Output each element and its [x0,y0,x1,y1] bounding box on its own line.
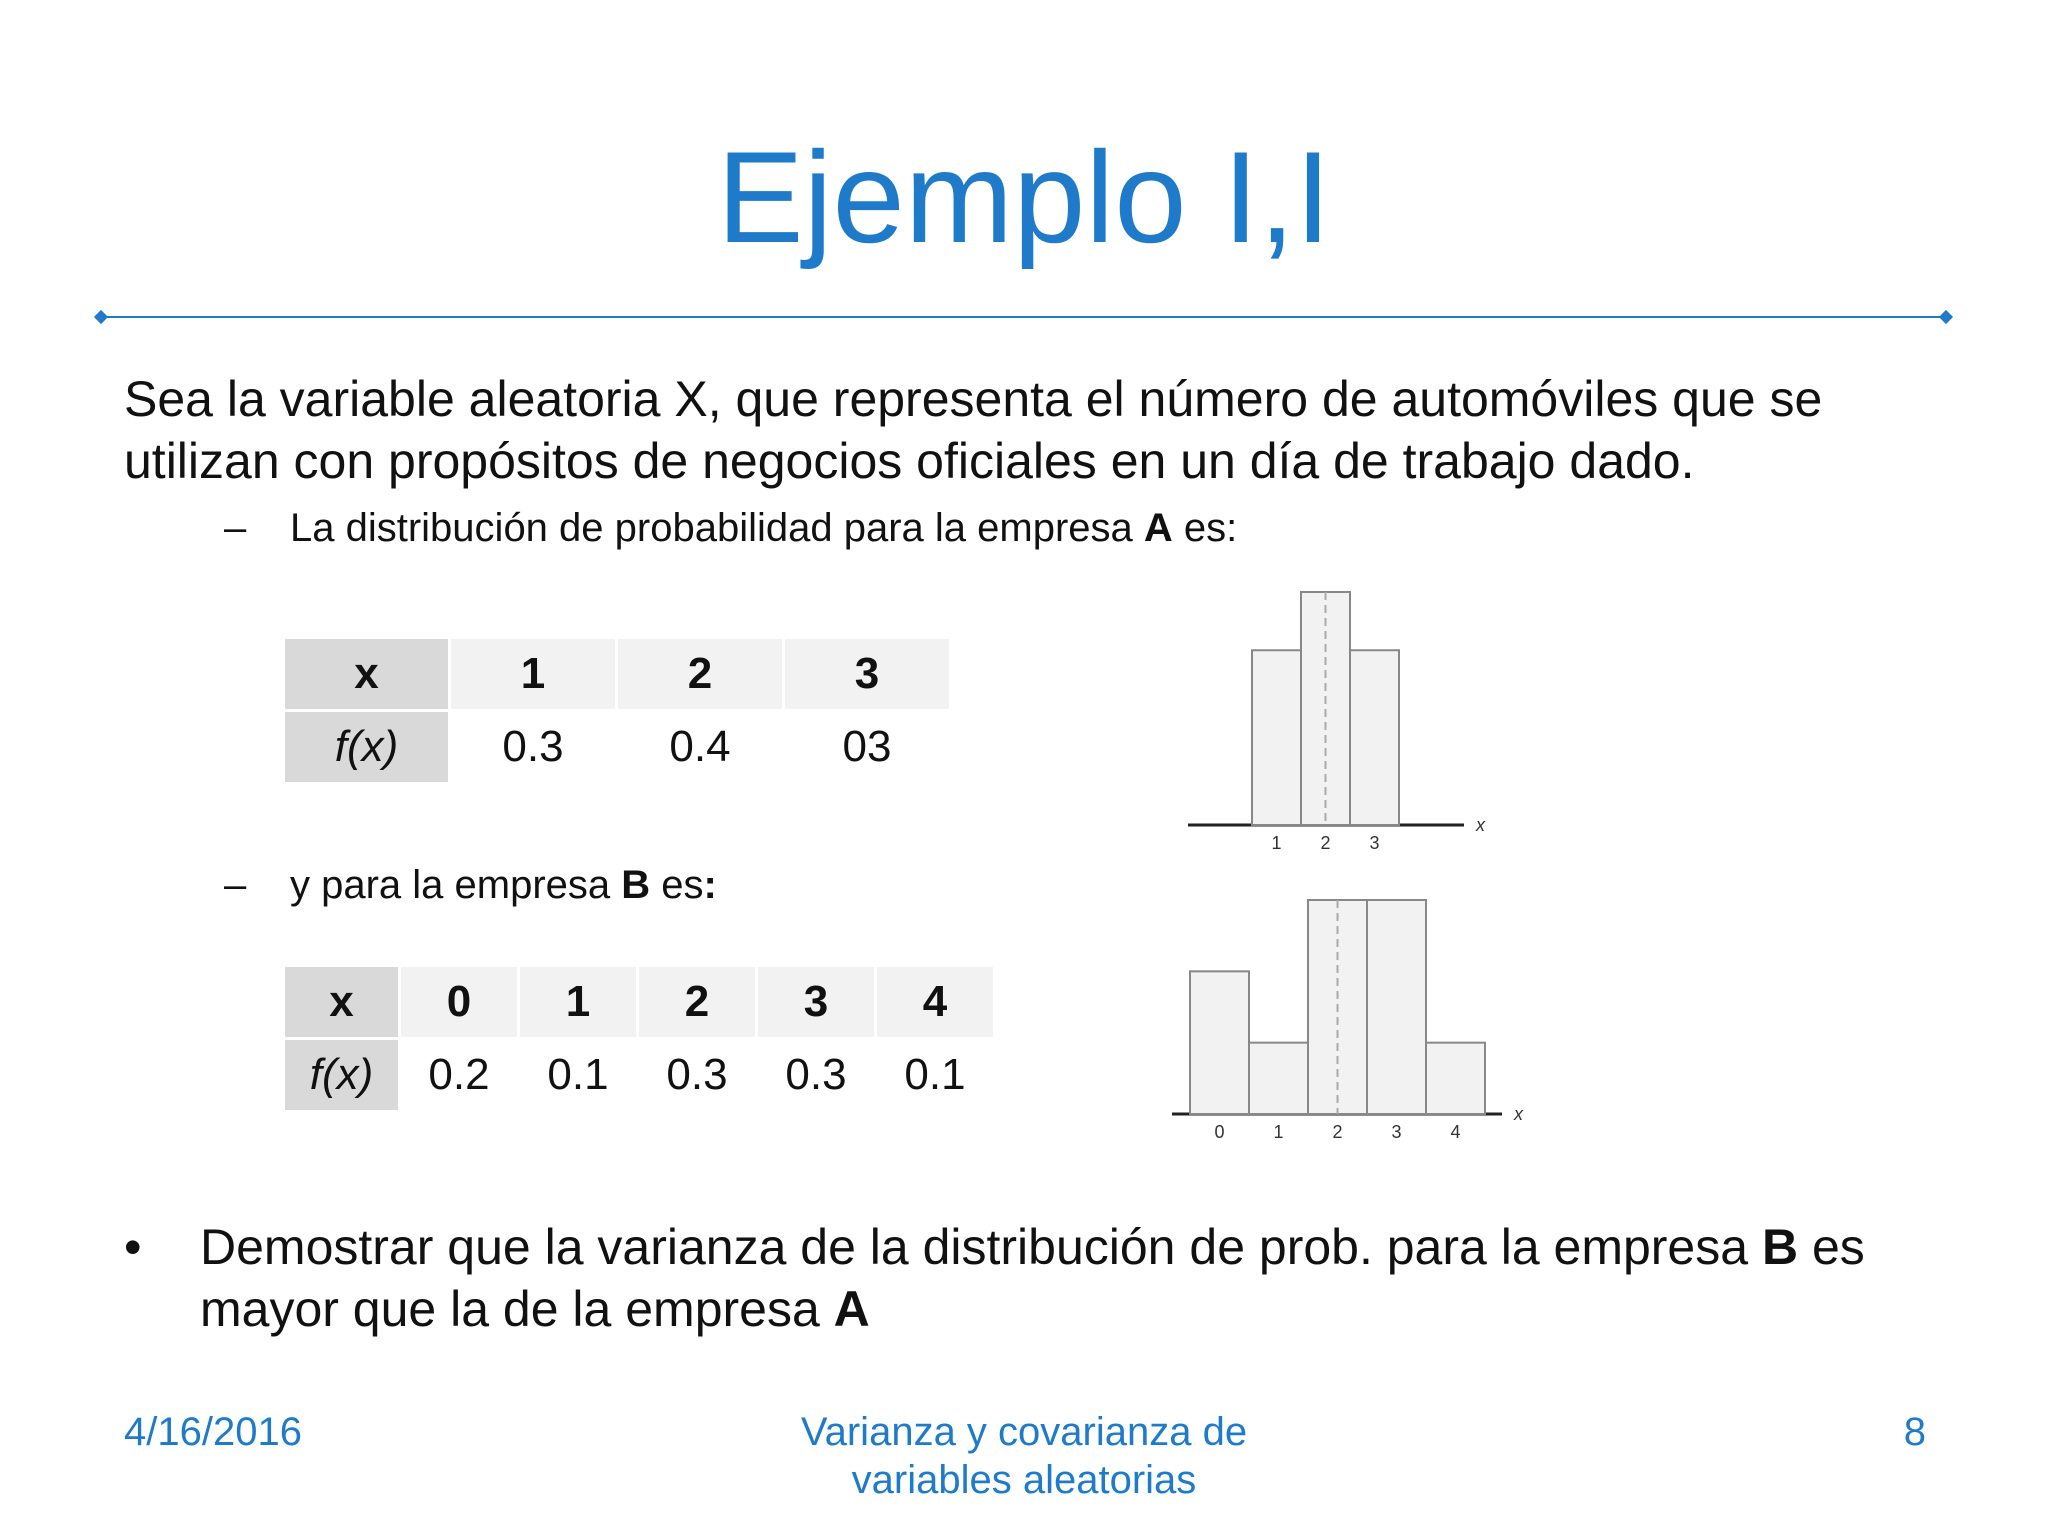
tick-label: 1 [1271,833,1282,853]
table-row [285,639,949,709]
bar [1252,650,1301,825]
sub-b-mid: es [650,863,704,907]
table-row [285,712,949,782]
table-cell: 0.1 [520,1040,636,1110]
table-cell: 1 [451,639,615,709]
table-row [285,967,993,1037]
table-cell: 0 [401,967,517,1037]
table-cell: 2 [618,639,782,709]
sub-b-company: B [621,863,651,907]
tick-label: 3 [1391,1122,1402,1142]
table-cell: x [285,639,448,709]
footer-page-number: 8 [1903,1410,1926,1454]
bullet-text-mid: es mayor que la de la empresa [200,1219,1865,1337]
tick-label: 4 [1450,1122,1461,1142]
histogram-company-b [1170,890,1570,1170]
distribution-table-a [282,636,952,785]
divider-left-diamond [94,310,108,324]
table-cell: 0.3 [758,1040,874,1110]
divider-right-diamond [1939,310,1953,324]
tick-label: 2 [1320,833,1331,853]
table-cell: x [285,967,398,1037]
table-cell: 0.3 [639,1040,755,1110]
bar [1190,971,1249,1114]
dash-marker: – [224,863,247,907]
tick-label: 3 [1369,833,1380,853]
table-cell: f(x) [285,712,448,782]
sub-point-a [224,503,1237,553]
sub-a-company: A [1143,506,1173,550]
footer-date: 4/16/2016 [124,1410,302,1454]
bar [1249,1043,1308,1114]
table-cell: 2 [639,967,755,1037]
bullet-text-part: Demostrar que la varianza de la distribución de prob. para la empresa [200,1219,1762,1275]
slide-title: Ejemplo I,I [716,124,1332,270]
table-cell: 3 [758,967,874,1037]
intro-text: Sea la variable aleatoria X, que representa el número de automóviles que se utilizan con propósitos de negocios oficiales en un día de trabajo dado. [124,371,1823,489]
table-cell: 0.3 [451,712,615,782]
sub-point-b [224,860,717,910]
footer-title-line2: variables aleatorias [851,1458,1197,1502]
tick-label: 2 [1332,1122,1343,1142]
table-cell: f(x) [285,1040,398,1110]
sub-a-prefix: La distribución de probabilidad para la empresa [290,506,1144,550]
title-divider [100,316,1946,318]
distribution-table-b [282,964,996,1113]
table-cell: 0.1 [877,1040,993,1110]
axis-label-x: x [1514,1104,1523,1124]
sub-a-suffix: es: [1172,506,1238,550]
tick-label: 1 [1273,1122,1284,1142]
table-cell: 0.4 [618,712,782,782]
bullet-company-b: B [1761,1219,1799,1275]
table-cell: 4 [877,967,993,1037]
table-row [285,1040,993,1110]
dash-marker: – [224,506,247,550]
tick-label: 0 [1214,1122,1225,1142]
bar [1426,1043,1485,1114]
sub-b-colon: : [703,863,717,907]
footer-title-line1: Varianza y covarianza de [800,1410,1248,1454]
bullet-company-a: A [833,1281,870,1337]
sub-b-prefix: y para la empresa [290,863,622,907]
table-cell: 0.2 [401,1040,517,1110]
bar [1350,650,1399,825]
bullet-marker: • [124,1219,142,1275]
footer-title [724,1408,1324,1504]
bar [1367,900,1426,1114]
axis-label-x: x [1476,815,1485,835]
bullet-text [200,1216,1944,1340]
table-cell: 03 [785,712,949,782]
table-cell: 3 [785,639,949,709]
table-cell: 1 [520,967,636,1037]
histogram-company-a [1180,580,1485,853]
